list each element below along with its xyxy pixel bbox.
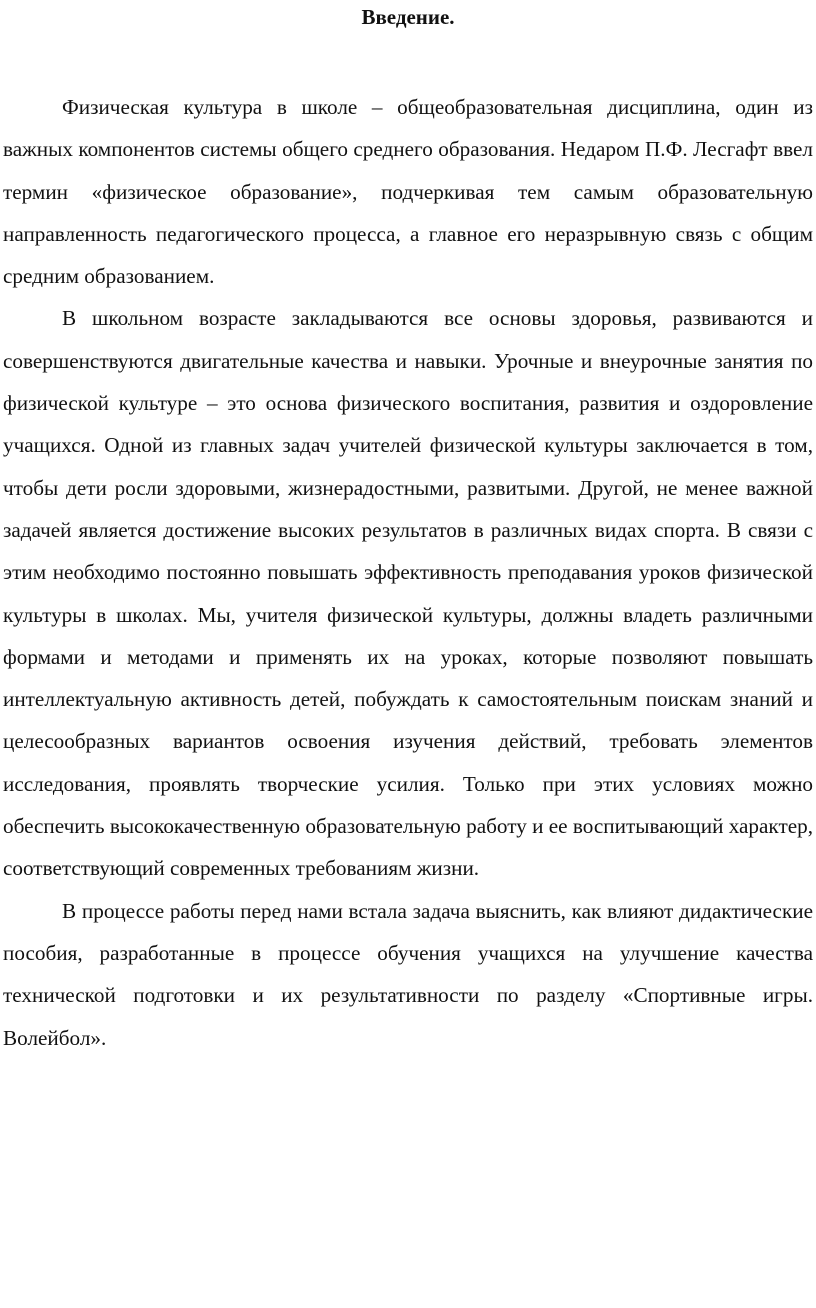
document-title: Введение. (361, 5, 455, 29)
paragraph-school-age: В школьном возрасте закладываются все основы здоровья, развиваются и совершенствуются двигательные качества и навыки. Урочные и внеурочные занятия по физической культуре – это основа физического воспитания, развития и оздоровление учащихся. Одной из главных задач учителей физической культуры заключается в том, чтобы дети росли здоровыми, жизнерадостными, развитыми. Другой, не менее важной задачей является достижение высоких результатов в различных видах спорта. В связи с этим необходимо постоянно повышать эффективность преподавания уроков физической культуры в школах. Мы, учителя физической культуры, должны владеть различными формами и методами и применять их на уроках, которые позволяют повышать интеллектуальную активность детей, побуждать к самостоятельным поискам знаний и целесообразных вариантов освоения изучения действий, требовать элементов исследования, проявлять творческие усилия. Только при этих условиях можно обеспечить высококачественную образовательную работу и ее воспитывающий характер, соответствующий современных требованиям жизни. (3, 306, 813, 881)
paragraph-task: В процессе работы перед нами встала задача выяснить, как влияют дидактические пособия, разработанные в процессе обучения учащихся на улучшение качества технической подготовки и их результативности по разделу «Спортивные игры. Волейбол». (3, 898, 813, 1050)
paragraph-intro: Физическая культура в школе – общеобразовательная дисциплина, один из важных компонентов системы общего среднего образования. Недаром П.Ф. Лесгафт ввел термин «физическое образование», подчеркивая тем самым образовательную направленность педагогического процесса, а главное его неразрывную связь с общим средним образованием. (3, 95, 813, 289)
